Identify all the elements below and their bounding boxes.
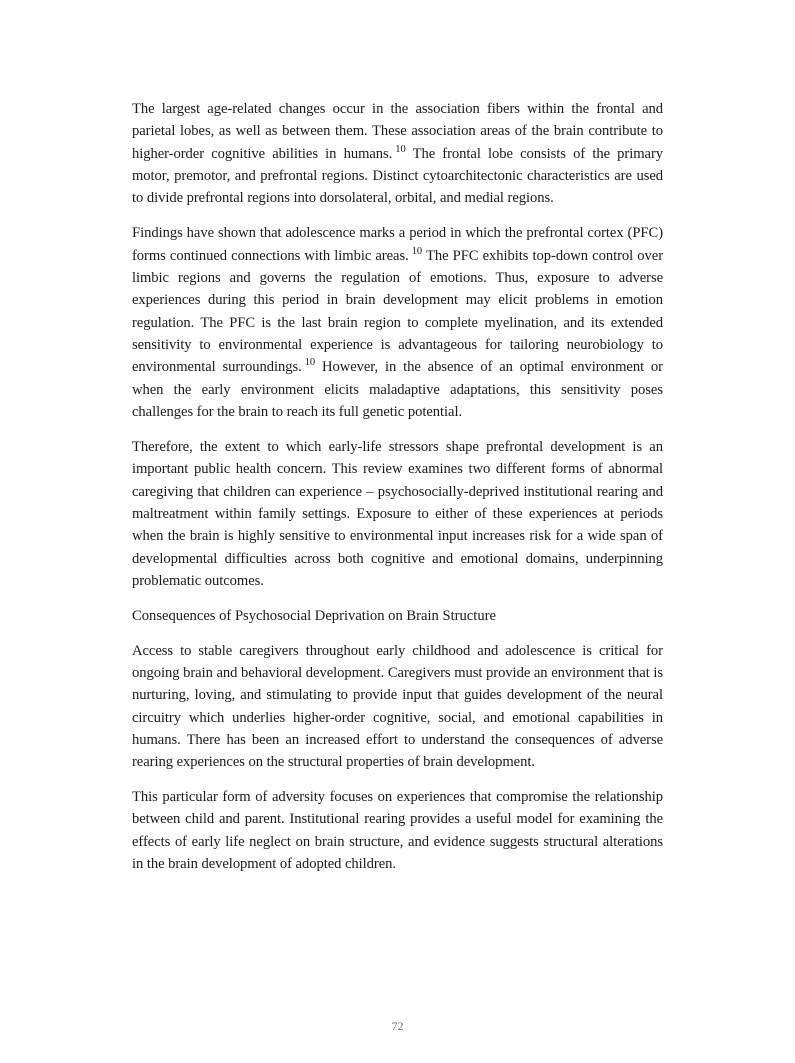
paragraph-text: Therefore, the extent to which early-life stressors shape prefrontal development is an important public health concern. This review examines two different forms of abnormal caregiving that children can experience – psychosocially-deprived institutional rearing and maltreatment within family settings. Exposure to either of these experiences at periods when the brain is highly sensitive to environmental input increases risk for a wide span of developmental difficulties across both cognitive and emotional domains, underpinning problematic outcomes. — [132, 438, 663, 589]
citation-superscript: 10 — [411, 245, 423, 257]
paragraph-text: However, in the absence of an optimal environment or when the early environment elicits maladaptive adaptations, this sensitivity poses challenges for the brain to reach its full genetic potential. — [132, 359, 663, 420]
citation-superscript: 10 — [304, 357, 316, 369]
paragraph-text: The PFC exhibits top-down control over limbic regions and governs the regulation of emotions. Thus, exposure to adverse experiences during this period in brain development may elicit problems in emotion regulation. The PFC is the last brain region to complete myelination, and its extended sensitivity to environmental experience is advantageous for tailoring neurobiology to environmental surroundings. — [132, 247, 664, 376]
paragraph-text: The largest age-related changes occur in the association fibers within the frontal and parietal lobes, as well as between them. These association areas of the brain contribute to higher-order cognitive abilities in humans. — [132, 101, 663, 162]
document-page — [132, 98, 663, 888]
paragraph-text: Access to stable caregivers throughout early childhood and adolescence is critical for ongoing brain and behavioral development. Caregivers must provide an environment that is nurturing, loving, and stimulating to provide input that guides development of the neural circuitry which underlies higher-order cognitive, social, and emotional capabilities in humans. There has been an increased effort to understand the consequences of adverse rearing experiences on the structural properties of brain development. — [132, 642, 663, 771]
paragraph-stable-caregivers — [132, 640, 663, 774]
paragraph-association-fibers — [132, 98, 663, 210]
paragraph-public-health-concern — [132, 436, 663, 592]
citation-superscript: 10 — [395, 143, 406, 155]
paragraph-text: Findings have shown that adolescence marks a period in which the prefrontal cortex (PFC) forms continued connections with limbic areas. — [132, 225, 663, 264]
paragraph-text: The frontal lobe consists of the primary motor, premotor, and prefrontal regions. Distinct cytoarchitectonic characteristics are used to divide prefrontal regions into dorsolateral, orbital, and medial regions. — [132, 145, 664, 207]
paragraph-text: This particular form of adversity focuses on experiences that compromise the relationship between child and parent. Institutional rearing provides a useful model for examining the effects of early life neglect on brain structure, and evidence suggests structural alterations in the brain development of adopted children. — [132, 789, 663, 873]
page-number: 72 — [391, 1019, 404, 1033]
paragraph-adolescence-pfc — [132, 222, 663, 423]
paragraph-institutional-rearing — [132, 786, 663, 875]
section-heading: Consequences of Psychosocial Deprivation on Brain Structure — [132, 607, 496, 624]
